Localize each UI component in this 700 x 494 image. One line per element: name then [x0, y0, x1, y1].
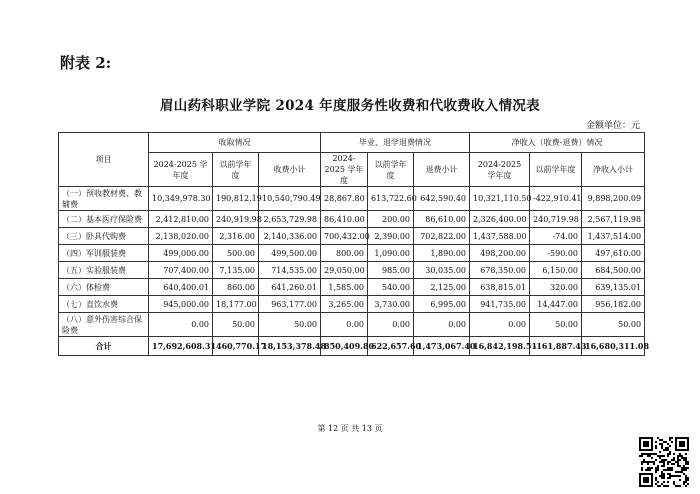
row-value-cell: 0.00	[470, 313, 530, 337]
header-net-prior-years: 以前学年度	[530, 153, 582, 187]
row-value-cell: 190,812.19	[213, 187, 259, 211]
header-net-subtotal: 净收入小计	[582, 153, 645, 187]
row-value-cell: 2,138,020.00	[149, 228, 213, 245]
header-item: 项目	[59, 133, 149, 187]
row-value-cell: 860.00	[213, 279, 259, 296]
row-value-cell: 200.00	[368, 211, 414, 228]
total-value-cell: 18,153,378.48	[259, 337, 321, 356]
row-value-cell: 86,410.00	[321, 211, 368, 228]
row-value-cell: 2,653,729.98	[259, 211, 321, 228]
header-collect-prior-years: 以前学年度	[213, 153, 259, 187]
row-value-cell: 639,135.01	[582, 279, 645, 296]
row-value-cell: 1,585.00	[321, 279, 368, 296]
row-value-cell: 642,590.40	[414, 187, 470, 211]
row-value-cell: 240,719.98	[530, 211, 582, 228]
row-value-cell: -590.00	[530, 245, 582, 262]
header-refund-subtotal: 退费小计	[414, 153, 470, 187]
row-value-cell: 50.00	[213, 313, 259, 337]
row-value-cell: 10,321,110.50	[470, 187, 530, 211]
row-value-cell: 30,035.00	[414, 262, 470, 279]
row-value-cell: 14,447.00	[530, 296, 582, 313]
total-value-cell: -161,887.43	[530, 337, 582, 356]
row-item-label: （七）直饮水费	[59, 296, 149, 313]
row-value-cell: 498,200.00	[470, 245, 530, 262]
row-value-cell: 7,135.00	[213, 262, 259, 279]
row-value-cell: 18,177.00	[213, 296, 259, 313]
row-value-cell: 6,995.00	[414, 296, 470, 313]
page-footer: 第 12 页 共 13 页	[317, 424, 383, 433]
total-value-cell: 622,657.60	[368, 337, 414, 356]
row-value-cell: 500.00	[213, 245, 259, 262]
header-group-net: 净收入（收费-退费）情况	[470, 133, 645, 153]
total-value-cell: 460,770.17	[213, 337, 259, 356]
total-label: 合计	[59, 337, 149, 356]
row-value-cell: 0.00	[368, 313, 414, 337]
row-value-cell: 540.00	[368, 279, 414, 296]
row-value-cell: 684,500.00	[582, 262, 645, 279]
row-value-cell: 945,000.00	[149, 296, 213, 313]
table-row	[59, 228, 645, 245]
row-value-cell: -422,910.41	[530, 187, 582, 211]
table-row	[59, 245, 645, 262]
row-value-cell: 800.00	[321, 245, 368, 262]
row-value-cell: 2,125.00	[414, 279, 470, 296]
table-row	[59, 187, 645, 211]
row-value-cell: 28,867.80	[321, 187, 368, 211]
row-value-cell: 320.00	[530, 279, 582, 296]
row-item-label: （五）实验服装费	[59, 262, 149, 279]
row-value-cell: 702,822.00	[414, 228, 470, 245]
total-value-cell: 850,409.80	[321, 337, 368, 356]
row-item-label: （四）军训服装费	[59, 245, 149, 262]
table-row	[59, 313, 645, 337]
header-net-current-year: 2024-2025 学年度	[470, 153, 530, 187]
row-value-cell: 0.00	[149, 313, 213, 337]
row-value-cell: 678,350.00	[470, 262, 530, 279]
row-value-cell: 50.00	[582, 313, 645, 337]
row-value-cell: 499,500.00	[259, 245, 321, 262]
header-group-collect: 收取情况	[149, 133, 321, 153]
row-value-cell: 641,260.01	[259, 279, 321, 296]
row-item-label: （二）基本医疗保险费	[59, 211, 149, 228]
row-value-cell: 10,349,978.30	[149, 187, 213, 211]
row-value-cell: 1,890.00	[414, 245, 470, 262]
row-value-cell: 700,432.00	[321, 228, 368, 245]
row-value-cell: 963,177.00	[259, 296, 321, 313]
row-value-cell: 638,815.01	[470, 279, 530, 296]
row-value-cell: 240,919.98	[213, 211, 259, 228]
row-value-cell: 3,730.00	[368, 296, 414, 313]
attachment-label: 附表 2:	[60, 54, 112, 72]
row-value-cell: 2,567,119.98	[582, 211, 645, 228]
total-value-cell: 1,473,067.40	[414, 337, 470, 356]
row-value-cell: 0.00	[414, 313, 470, 337]
total-value-cell: 16,680,311.08	[582, 337, 645, 356]
row-value-cell: 497,610.00	[582, 245, 645, 262]
row-value-cell: 2,140,336.00	[259, 228, 321, 245]
row-value-cell: 50.00	[530, 313, 582, 337]
row-value-cell: 86,610.00	[414, 211, 470, 228]
row-value-cell: 956,182.00	[582, 296, 645, 313]
total-value-cell: 16,842,198.51	[470, 337, 530, 356]
row-value-cell: 1,090.00	[368, 245, 414, 262]
row-value-cell: 2,390.00	[368, 228, 414, 245]
header-collect-current-year: 2024-2025 学年度	[149, 153, 213, 187]
row-value-cell: 941,735.00	[470, 296, 530, 313]
row-value-cell: 714,535.00	[259, 262, 321, 279]
header-refund-current-year: 2024-2025 学年度	[321, 153, 368, 187]
row-value-cell: 29,050.00	[321, 262, 368, 279]
row-value-cell: 2,316.00	[213, 228, 259, 245]
header-collect-subtotal: 收费小计	[259, 153, 321, 187]
row-value-cell: 6,150.00	[530, 262, 582, 279]
row-value-cell: 640,400.01	[149, 279, 213, 296]
row-value-cell: 3,265.00	[321, 296, 368, 313]
table-row	[59, 211, 645, 228]
row-value-cell: 0.00	[321, 313, 368, 337]
header-refund-prior-years: 以前学年度	[368, 153, 414, 187]
row-value-cell: 2,412,810.00	[149, 211, 213, 228]
row-item-label: （八）意外伤害综合保险费	[59, 313, 149, 337]
qr-code-image	[639, 437, 689, 487]
row-value-cell: 613,722.60	[368, 187, 414, 211]
table-row	[59, 296, 645, 313]
fee-income-table	[58, 132, 650, 356]
row-value-cell: 1,437,588.00	[470, 228, 530, 245]
row-item-label: （一）预收教材费、教辅费	[59, 187, 149, 211]
row-item-label: （三）卧具代购费	[59, 228, 149, 245]
table-row	[59, 279, 645, 296]
document-title: 眉山药科职业学院 2024 年度服务性收费和代收费收入情况表	[160, 98, 540, 114]
amount-unit: 金额单位：元	[585, 121, 640, 131]
row-value-cell: 10,540,790.49	[259, 187, 321, 211]
row-value-cell: 985.00	[368, 262, 414, 279]
row-value-cell: 499,000.00	[149, 245, 213, 262]
row-item-label: （六）体检费	[59, 279, 149, 296]
row-value-cell: 9,898,200.09	[582, 187, 645, 211]
header-group-refund: 毕业、退学退费情况	[321, 133, 470, 153]
row-value-cell: -74.00	[530, 228, 582, 245]
row-value-cell: 707,400.00	[149, 262, 213, 279]
row-value-cell: 50.00	[259, 313, 321, 337]
row-value-cell: 1,437,514.00	[582, 228, 645, 245]
total-value-cell: 17,692,608.31	[149, 337, 213, 356]
table-row	[59, 262, 645, 279]
row-value-cell: 2,326,400.00	[470, 211, 530, 228]
total-row	[59, 337, 645, 356]
